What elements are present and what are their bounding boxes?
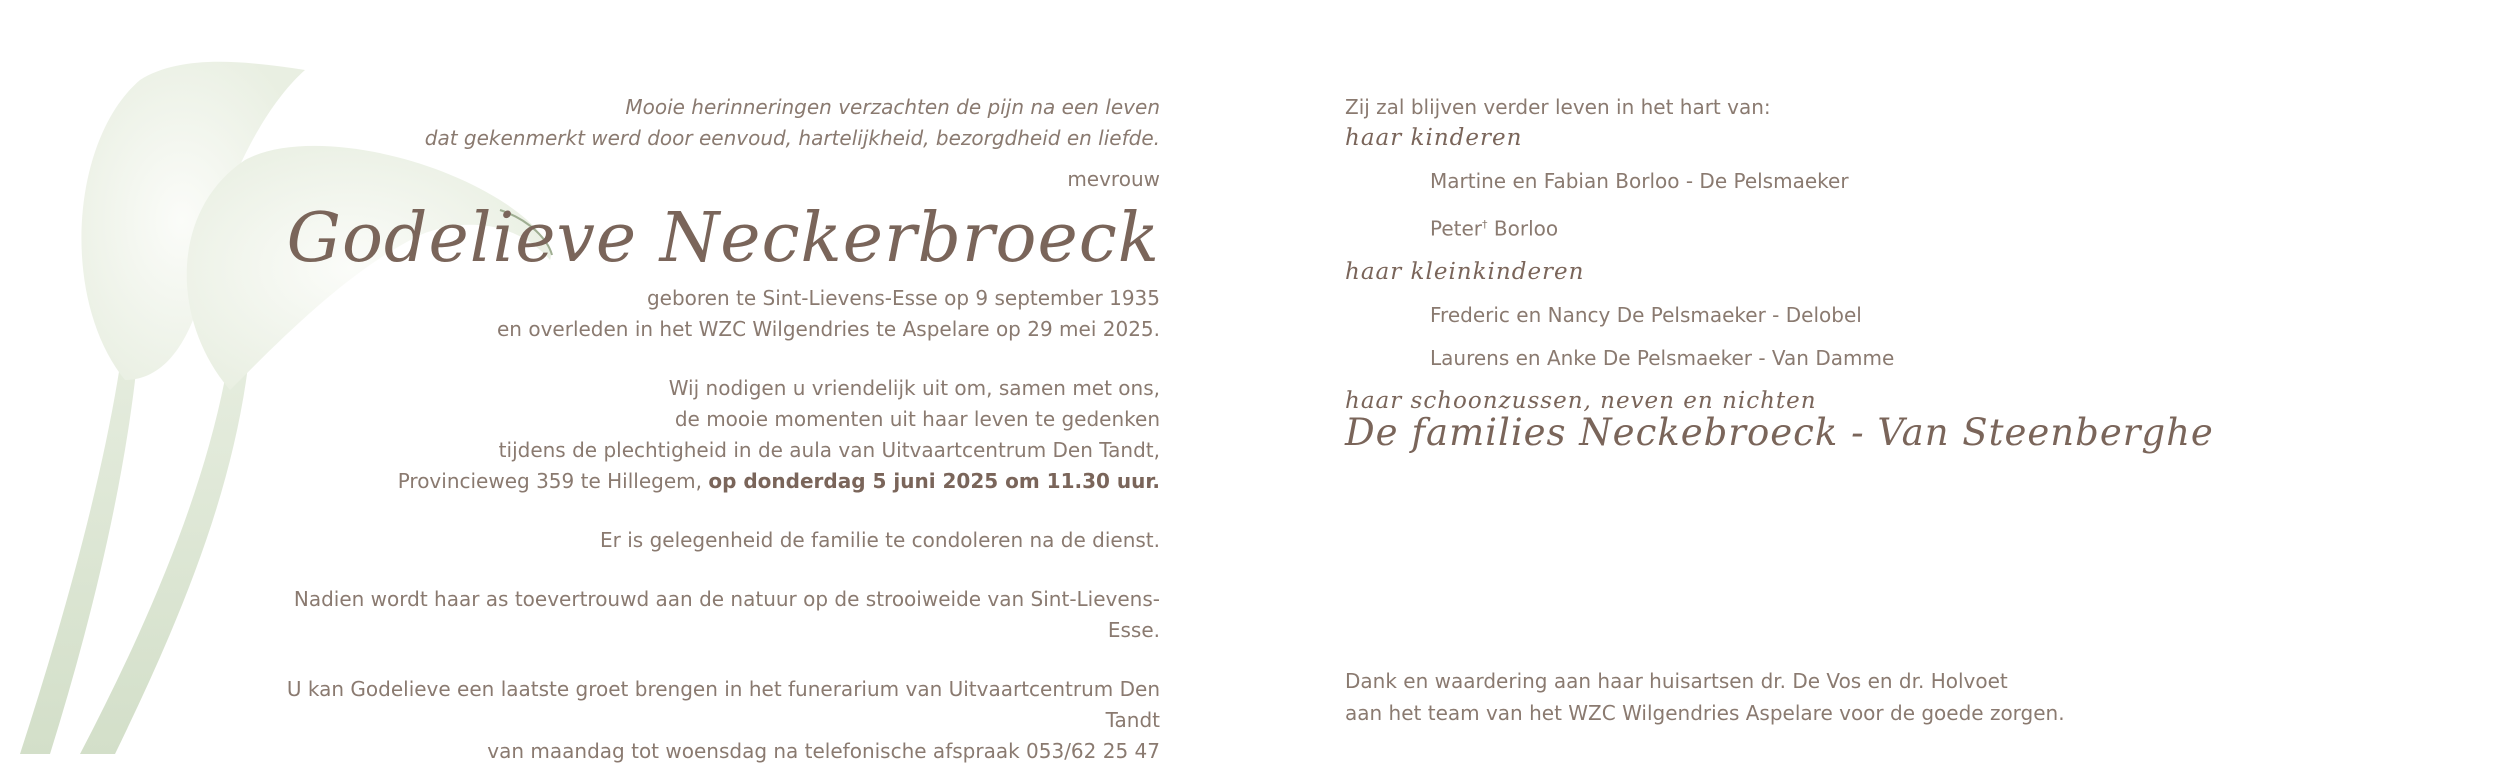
thanks-text xyxy=(1345,665,2065,729)
thanks-line: aan het team van het WZC Wilgendries Aspelare voor de goede zorgen. xyxy=(1345,701,2065,725)
grandchild-entry: Frederic en Nancy De Pelsmaeker - Delobel xyxy=(1430,302,1862,327)
child-entry: Martine en Fabian Borloo - De Pelsmaeker xyxy=(1430,169,1849,193)
born-line: geboren te Sint-Lievens-Esse op 9 september 1935 xyxy=(646,286,1160,310)
condolence-line: Er is gelegenheid de familie te condoleren na de dienst. xyxy=(600,528,1160,552)
child-entry: Peter† Borloo xyxy=(1430,216,1559,241)
invite-line: Wij nodigen u vriendelijk uit om, samen met ons, xyxy=(668,376,1160,400)
invite-line: de mooie momenten uit haar leven te gedenken xyxy=(674,407,1160,431)
visit-line: U kan Godelieve een laatste groet brengen in het funerarium van Uitvaartcentrum Den Tandt xyxy=(286,677,1160,732)
grandchildren-heading: haar kleinkinderen xyxy=(1345,258,1585,285)
family-intro: Zij zal blijven verder leven in het hart van: xyxy=(1345,95,1771,119)
deceased-mark: † xyxy=(1482,218,1488,231)
children-heading: haar kinderen xyxy=(1345,125,1523,151)
deceased-name: Godelieve Neckerbroeck xyxy=(286,199,1160,278)
thanks-line: Dank en waardering aan haar huisartsen dr. De Vos en dr. Holvoet xyxy=(1345,669,2008,693)
ashes-line: Nadien wordt haar as toevertrouwd aan de natuur op de strooiweide van Sint-Lievens-Esse. xyxy=(293,587,1160,642)
grandchild-entry: Laurens en Anke De Pelsmaeker - Van Damme xyxy=(1430,345,1895,370)
family-list xyxy=(1345,92,2345,454)
quote-line: Mooie herinneringen verzachten de pijn na een leven xyxy=(625,95,1160,119)
salutation: mevrouw xyxy=(1067,167,1160,191)
visit-line: van maandag tot woensdag na telefonische afspraak 053/62 25 47 xyxy=(487,739,1160,763)
died-line: en overleden in het WZC Wilgendries te Aspelare op 29 mei 2025. xyxy=(497,317,1160,341)
invite-line: Provincieweg 359 te Hillegem, op donderdag 5 juni 2025 om 11.30 uur. xyxy=(397,469,1160,493)
families-name: De families Neckebroeck - Van Steenberghe xyxy=(1345,410,2214,454)
relatives-heading: haar schoonzussen, neven en nichten xyxy=(1345,387,1817,414)
quote-line: dat gekenmerkt werd door eenvoud, hartelijkheid, bezorgdheid en liefde. xyxy=(424,126,1160,150)
ceremony-date: op donderdag 5 juni 2025 om 11.30 uur. xyxy=(708,469,1160,493)
invite-line: tijdens de plechtigheid in de aula van Uitvaartcentrum Den Tandt, xyxy=(498,438,1160,462)
announcement-text xyxy=(280,92,1160,767)
stem-right xyxy=(80,350,250,754)
